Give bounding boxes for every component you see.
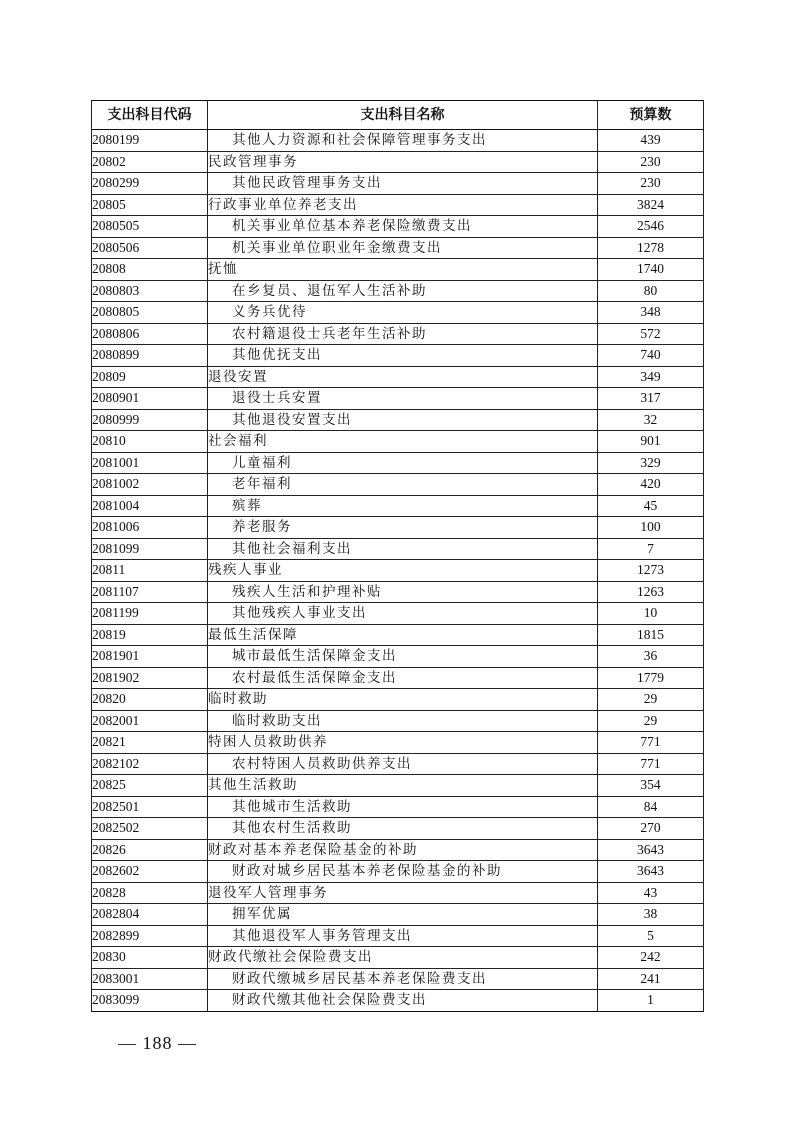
row-name: 机关事业单位职业年金缴费支出 xyxy=(208,237,598,259)
row-name: 其他优抚支出 xyxy=(208,345,598,367)
table-row xyxy=(92,517,704,539)
row-amount: 45 xyxy=(598,495,704,517)
row-amount: 1273 xyxy=(598,560,704,582)
row-amount: 1779 xyxy=(598,667,704,689)
table-row xyxy=(92,323,704,345)
row-amount: 740 xyxy=(598,345,704,367)
row-code: 2081002 xyxy=(92,474,208,496)
row-amount: 420 xyxy=(598,474,704,496)
row-name: 拥军优属 xyxy=(208,904,598,926)
table-row xyxy=(92,882,704,904)
table-row xyxy=(92,818,704,840)
row-code: 2080899 xyxy=(92,345,208,367)
row-name: 在乡复员、退伍军人生活补助 xyxy=(208,280,598,302)
row-amount: 10 xyxy=(598,603,704,625)
row-amount: 439 xyxy=(598,130,704,152)
row-name: 退役士兵安置 xyxy=(208,388,598,410)
row-name: 其他退役安置支出 xyxy=(208,409,598,431)
row-amount: 241 xyxy=(598,968,704,990)
row-code: 2081006 xyxy=(92,517,208,539)
row-amount: 1263 xyxy=(598,581,704,603)
row-amount: 100 xyxy=(598,517,704,539)
row-amount: 29 xyxy=(598,710,704,732)
table-row xyxy=(92,345,704,367)
row-name: 财政代缴社会保险费支出 xyxy=(208,947,598,969)
row-name: 义务兵优待 xyxy=(208,302,598,324)
row-amount: 572 xyxy=(598,323,704,345)
row-code: 2080805 xyxy=(92,302,208,324)
row-amount: 901 xyxy=(598,431,704,453)
table-row xyxy=(92,280,704,302)
table-row xyxy=(92,302,704,324)
table-row xyxy=(92,173,704,195)
row-code: 20808 xyxy=(92,259,208,281)
table-row xyxy=(92,968,704,990)
row-name: 其他人力资源和社会保障管理事务支出 xyxy=(208,130,598,152)
row-amount: 329 xyxy=(598,452,704,474)
row-name: 退役安置 xyxy=(208,366,598,388)
row-code: 2080199 xyxy=(92,130,208,152)
table-row xyxy=(92,431,704,453)
row-code: 2081004 xyxy=(92,495,208,517)
row-amount: 38 xyxy=(598,904,704,926)
table-row xyxy=(92,130,704,152)
row-amount: 270 xyxy=(598,818,704,840)
row-code: 2082001 xyxy=(92,710,208,732)
table-row xyxy=(92,732,704,754)
table-body xyxy=(92,130,704,1012)
row-amount: 2546 xyxy=(598,216,704,238)
table-row xyxy=(92,904,704,926)
row-code: 20802 xyxy=(92,151,208,173)
row-name: 其他民政管理事务支出 xyxy=(208,173,598,195)
row-code: 20825 xyxy=(92,775,208,797)
row-code: 2080901 xyxy=(92,388,208,410)
header-amount: 预算数 xyxy=(598,101,704,130)
row-amount: 3643 xyxy=(598,861,704,883)
row-name: 财政对城乡居民基本养老保险基金的补助 xyxy=(208,861,598,883)
row-code: 2082602 xyxy=(92,861,208,883)
table-row xyxy=(92,538,704,560)
row-code: 2083001 xyxy=(92,968,208,990)
row-amount: 80 xyxy=(598,280,704,302)
row-amount: 7 xyxy=(598,538,704,560)
table-row xyxy=(92,452,704,474)
row-code: 2080999 xyxy=(92,409,208,431)
row-amount: 230 xyxy=(598,151,704,173)
row-name: 老年福利 xyxy=(208,474,598,496)
row-code: 2080505 xyxy=(92,216,208,238)
row-name: 儿童福利 xyxy=(208,452,598,474)
table-row xyxy=(92,474,704,496)
table-row xyxy=(92,409,704,431)
table-row xyxy=(92,839,704,861)
row-name: 特困人员救助供养 xyxy=(208,732,598,754)
row-amount: 317 xyxy=(598,388,704,410)
row-name: 抚恤 xyxy=(208,259,598,281)
header-code: 支出科目代码 xyxy=(92,101,208,130)
table-row xyxy=(92,646,704,668)
table-row xyxy=(92,151,704,173)
row-name: 其他农村生活救助 xyxy=(208,818,598,840)
row-name: 财政代缴其他社会保险费支出 xyxy=(208,990,598,1012)
row-code: 20830 xyxy=(92,947,208,969)
row-name: 临时救助支出 xyxy=(208,710,598,732)
row-name: 临时救助 xyxy=(208,689,598,711)
table-row xyxy=(92,237,704,259)
row-code: 20826 xyxy=(92,839,208,861)
row-code: 2081901 xyxy=(92,646,208,668)
row-amount: 349 xyxy=(598,366,704,388)
table-row xyxy=(92,388,704,410)
row-amount: 43 xyxy=(598,882,704,904)
table-row xyxy=(92,624,704,646)
row-code: 2081199 xyxy=(92,603,208,625)
row-code: 20805 xyxy=(92,194,208,216)
row-amount: 1 xyxy=(598,990,704,1012)
table-row xyxy=(92,925,704,947)
row-name: 残疾人事业 xyxy=(208,560,598,582)
table-row xyxy=(92,796,704,818)
row-name: 其他残疾人事业支出 xyxy=(208,603,598,625)
row-name: 机关事业单位基本养老保险缴费支出 xyxy=(208,216,598,238)
table-row xyxy=(92,990,704,1012)
row-amount: 230 xyxy=(598,173,704,195)
row-name: 养老服务 xyxy=(208,517,598,539)
row-code: 20810 xyxy=(92,431,208,453)
row-code: 20819 xyxy=(92,624,208,646)
table-row xyxy=(92,753,704,775)
row-name: 其他生活救助 xyxy=(208,775,598,797)
row-code: 2080506 xyxy=(92,237,208,259)
row-code: 2080299 xyxy=(92,173,208,195)
row-amount: 354 xyxy=(598,775,704,797)
table-row xyxy=(92,495,704,517)
row-code: 2082501 xyxy=(92,796,208,818)
row-code: 2080803 xyxy=(92,280,208,302)
row-amount: 36 xyxy=(598,646,704,668)
row-amount: 1740 xyxy=(598,259,704,281)
row-amount: 29 xyxy=(598,689,704,711)
row-amount: 1278 xyxy=(598,237,704,259)
row-code: 2082804 xyxy=(92,904,208,926)
table-row xyxy=(92,366,704,388)
row-name: 行政事业单位养老支出 xyxy=(208,194,598,216)
row-code: 20820 xyxy=(92,689,208,711)
row-code: 2081099 xyxy=(92,538,208,560)
table-row xyxy=(92,710,704,732)
row-name: 城市最低生活保障金支出 xyxy=(208,646,598,668)
row-code: 2081001 xyxy=(92,452,208,474)
row-amount: 3824 xyxy=(598,194,704,216)
page-number: — 188 — xyxy=(118,1033,197,1053)
row-name: 农村籍退役士兵老年生活补助 xyxy=(208,323,598,345)
row-code: 2080806 xyxy=(92,323,208,345)
row-amount: 242 xyxy=(598,947,704,969)
row-name: 财政对基本养老保险基金的补助 xyxy=(208,839,598,861)
row-code: 2082502 xyxy=(92,818,208,840)
row-name: 退役军人管理事务 xyxy=(208,882,598,904)
table-row xyxy=(92,194,704,216)
row-amount: 771 xyxy=(598,753,704,775)
row-name: 农村最低生活保障金支出 xyxy=(208,667,598,689)
table-row xyxy=(92,560,704,582)
row-code: 2081107 xyxy=(92,581,208,603)
row-code: 20809 xyxy=(92,366,208,388)
row-code: 2083099 xyxy=(92,990,208,1012)
table-row xyxy=(92,775,704,797)
table-row xyxy=(92,667,704,689)
row-name: 最低生活保障 xyxy=(208,624,598,646)
row-amount: 3643 xyxy=(598,839,704,861)
row-name: 其他城市生活救助 xyxy=(208,796,598,818)
row-name: 财政代缴城乡居民基本养老保险费支出 xyxy=(208,968,598,990)
row-code: 2082899 xyxy=(92,925,208,947)
budget-table xyxy=(91,100,704,1012)
row-name: 社会福利 xyxy=(208,431,598,453)
row-amount: 771 xyxy=(598,732,704,754)
row-amount: 348 xyxy=(598,302,704,324)
row-name: 其他社会福利支出 xyxy=(208,538,598,560)
row-name: 残疾人生活和护理补贴 xyxy=(208,581,598,603)
row-name: 农村特困人员救助供养支出 xyxy=(208,753,598,775)
row-name: 民政管理事务 xyxy=(208,151,598,173)
table-row xyxy=(92,861,704,883)
table-row xyxy=(92,216,704,238)
table-row xyxy=(92,947,704,969)
table-row xyxy=(92,259,704,281)
table-header-row xyxy=(92,101,704,130)
row-code: 20828 xyxy=(92,882,208,904)
row-code: 20811 xyxy=(92,560,208,582)
row-amount: 84 xyxy=(598,796,704,818)
table-row xyxy=(92,689,704,711)
row-code: 20821 xyxy=(92,732,208,754)
row-amount: 5 xyxy=(598,925,704,947)
row-code: 2081902 xyxy=(92,667,208,689)
table-row xyxy=(92,603,704,625)
header-name: 支出科目名称 xyxy=(208,101,598,130)
row-code: 2082102 xyxy=(92,753,208,775)
row-name: 殡葬 xyxy=(208,495,598,517)
row-name: 其他退役军人事务管理支出 xyxy=(208,925,598,947)
row-amount: 32 xyxy=(598,409,704,431)
table-row xyxy=(92,581,704,603)
row-amount: 1815 xyxy=(598,624,704,646)
